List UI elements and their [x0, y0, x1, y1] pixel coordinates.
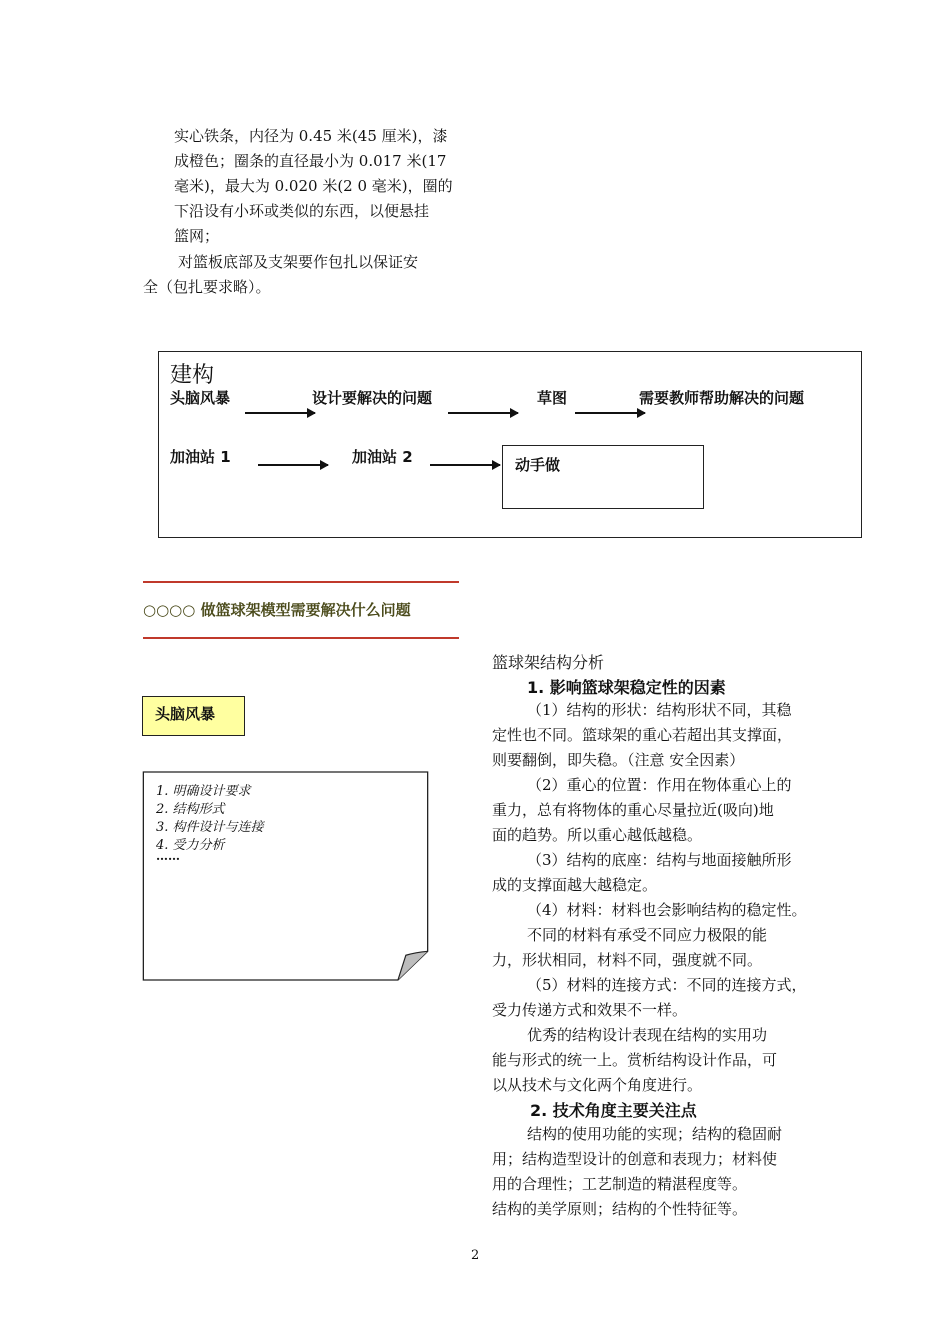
note-item-3: 3. 构件设计与连接: [156, 820, 264, 835]
flow-arrow-3: [575, 412, 645, 414]
analysis-line: 面的趋势。所以重心越低越稳。: [492, 826, 703, 844]
analysis-line: 成的支撑面越大越稳定。: [492, 876, 658, 894]
analysis-heading-1: 1. 影响篮球架稳定性的因素: [527, 678, 726, 697]
flow-design-problem: 设计要解决的问题: [312, 389, 433, 407]
analysis-line-2: 用的合理性；工艺制造的精湛程度等。: [492, 1175, 748, 1193]
analysis-line: （5）材料的连接方式：不同的连接方式，: [527, 976, 807, 994]
analysis-line: 不同的材料有承受不同应力极限的能: [527, 926, 768, 944]
analysis-line: （2）重心的位置：作用在物体重心上的: [527, 776, 792, 794]
intro-line-1: 实心铁条，内径为 0.45 米(45 厘米)，漆: [174, 127, 448, 145]
analysis-line: （1）结构的形状：结构形状不同，其稳: [527, 701, 792, 719]
analysis-line: 定性也不同。篮球架的重心若超出其支撑面，: [492, 726, 793, 744]
flow-arrow-5: [430, 464, 500, 466]
analysis-line: 以从技术与文化两个角度进行。: [492, 1076, 703, 1094]
section-heading: ○○○○ 做篮球架模型需要解决什么问题: [143, 601, 411, 619]
flow-brainstorm: 头脑风暴: [170, 389, 231, 407]
intro-line-3: 毫米)，最大为 0.020 米(2 0 毫米)，圈的: [174, 177, 453, 195]
flow-teacher-help: 需要教师帮助解决的问题: [639, 389, 805, 407]
section-rule-top: [143, 581, 459, 583]
analysis-line-2: 结构的使用功能的实现；结构的稳固耐: [527, 1125, 783, 1143]
intro-para2-line-2: 全（包扎要求略）。: [143, 278, 271, 296]
analysis-line: （4）材料：材料也会影响结构的稳定性。: [527, 901, 807, 919]
analysis-line: 受力传递方式和效果不一样。: [492, 1001, 688, 1019]
analysis-heading-2: 2. 技术角度主要关注点: [530, 1101, 697, 1120]
note-item-5: ……: [156, 849, 180, 863]
flow-arrow-1: [245, 412, 315, 414]
page-number: 2: [471, 1248, 480, 1263]
flow-handson: 动手做: [515, 456, 561, 474]
note-item-4: 4. 受力分析: [156, 838, 225, 853]
intro-line-4: 下沿设有小环或类似的东西，以便悬挂: [174, 202, 430, 220]
flow-arrow-2: [448, 412, 518, 414]
analysis-title: 篮球架结构分析: [492, 653, 605, 672]
flow-station-2: 加油站 2: [352, 448, 413, 466]
intro-line-2: 成橙色；圈条的直径最小为 0.017 米(17: [174, 152, 447, 170]
analysis-line: 重力，总有将物体的重心尽量拉近(吸向)地: [492, 801, 774, 819]
flow-arrow-4: [258, 464, 328, 466]
section-rule-bottom: [143, 637, 459, 639]
analysis-line-2: 结构的美学原则；结构的个性特征等。: [492, 1200, 748, 1218]
analysis-line: 力，形状相同，材料不同，强度就不同。: [492, 951, 763, 969]
analysis-line: 优秀的结构设计表现在结构的实用功: [527, 1026, 768, 1044]
flow-sketch: 草图: [537, 389, 568, 407]
flow-station-1: 加油站 1: [170, 448, 231, 466]
brainstorm-label: 头脑风暴: [155, 705, 216, 723]
note-item-2: 2. 结构形式: [156, 802, 225, 817]
intro-line-5: 篮网；: [174, 227, 220, 245]
build-title: 建构: [170, 363, 215, 388]
analysis-line: （3）结构的底座：结构与地面接触所形: [527, 851, 792, 869]
intro-para2-line-1: 对篮板底部及支架要作包扎以保证安: [178, 253, 419, 271]
analysis-line-2: 用；结构造型设计的创意和表现力；材料使: [492, 1150, 778, 1168]
analysis-line: 则要翻倒，即失稳。（注意 安全因素）: [492, 751, 745, 769]
note-item-1: 1. 明确设计要求: [156, 784, 251, 799]
analysis-line: 能与形式的统一上。赏析结构设计作品，可: [492, 1051, 778, 1069]
